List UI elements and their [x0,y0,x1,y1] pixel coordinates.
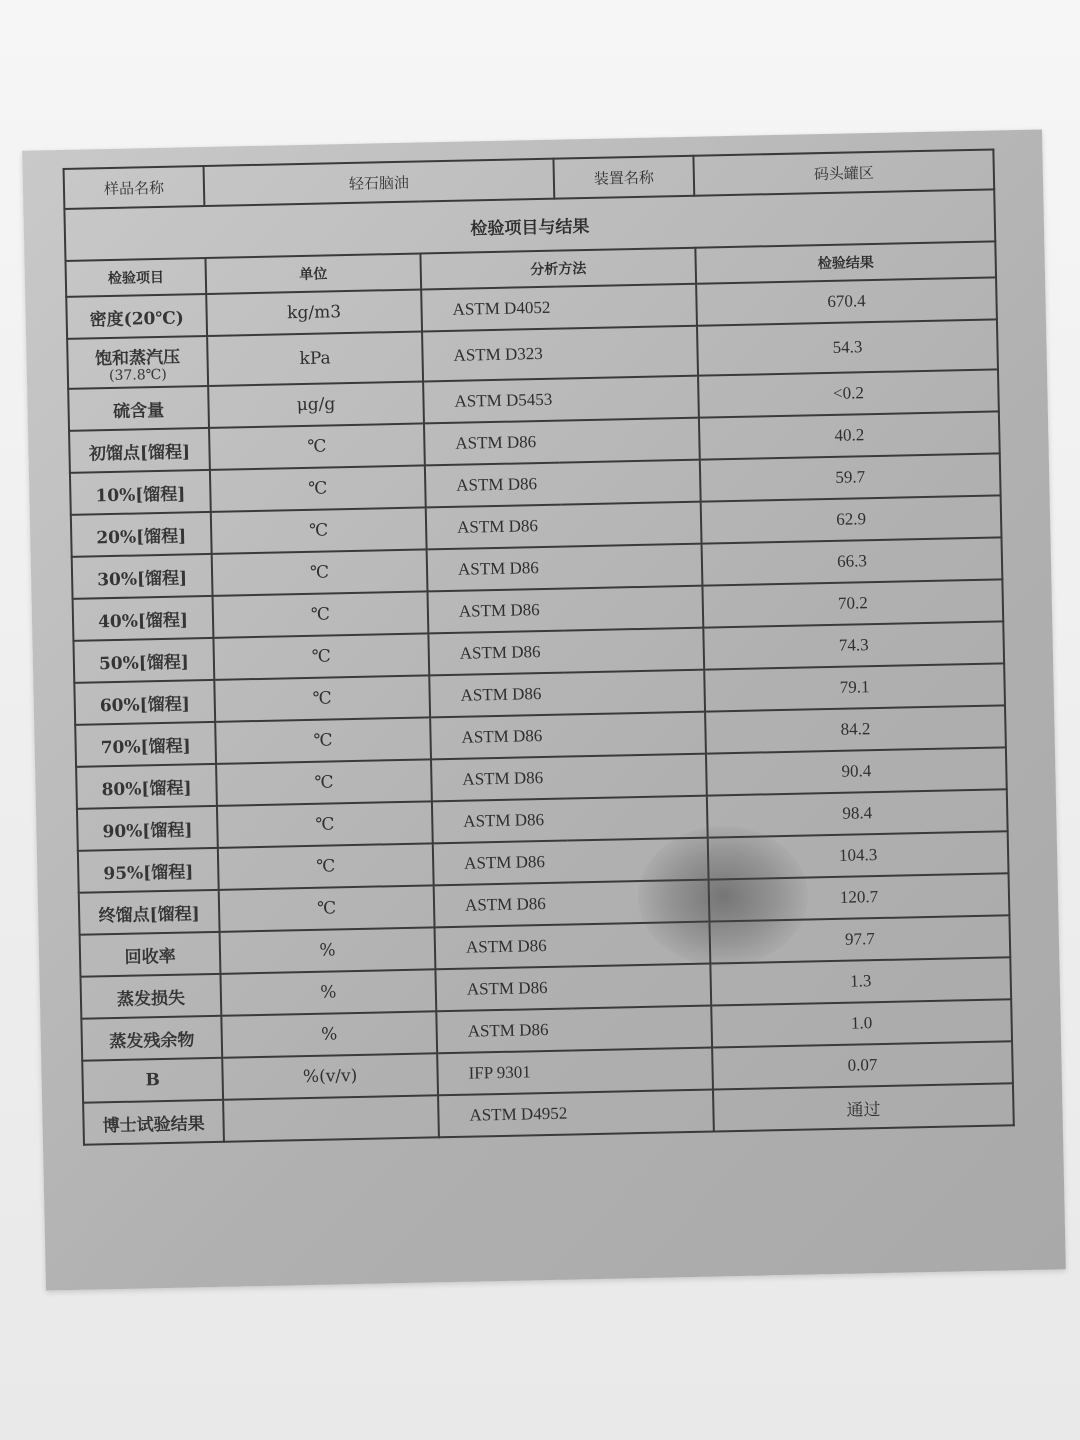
method-cell: ASTM D86 [427,544,703,592]
method-cell: ASTM D86 [431,754,707,802]
unit-cell [223,1095,439,1141]
sample-name-label: 样品名称 [64,166,205,209]
test-item-name: 回收率 [124,946,176,968]
method-cell: ASTM D86 [425,460,701,508]
method-cell: ASTM D86 [426,502,702,550]
result-cell: 1.3 [710,957,1011,1005]
test-item-name: 10%[馏程] [95,483,186,506]
test-item-cell [67,336,208,389]
method-cell: ASTM D86 [433,838,709,886]
unit-cell: kg/m3 [206,289,422,335]
result-cell: 84.2 [705,705,1006,753]
result-cell: 40.2 [699,411,1000,459]
method-cell: ASTM D323 [422,326,698,382]
unit-cell: ℃ [211,507,427,553]
result-cell: 98.4 [707,789,1008,837]
test-item-name: 初馏点[馏程] [88,441,191,464]
unit-cell: ℃ [210,465,426,511]
test-item-cell [66,294,207,339]
test-item-name: 60%[馏程] [99,693,190,716]
unit-cell: ℃ [217,801,433,847]
device-name-label: 装置名称 [553,156,694,199]
test-item-cell [82,1058,223,1103]
test-item-name: 终馏点[馏程] [98,903,200,926]
unit-cell: ℃ [214,675,430,721]
test-item-cell [81,1016,222,1061]
test-item-name: 蒸发残余物 [109,1029,195,1052]
unit-cell: % [220,927,436,973]
unit-cell: ℃ [209,423,425,469]
report-sheet [22,129,1066,1290]
test-item-name: 50%[馏程] [98,651,190,674]
result-cell: 70.2 [702,579,1003,627]
method-cell: IFP 9301 [437,1048,713,1096]
result-cell: 1.0 [711,999,1012,1047]
method-cell: ASTM D4952 [438,1090,714,1138]
result-cell: <0.2 [698,369,999,417]
method-cell: ASTM D86 [428,628,704,676]
test-item-name: 80%[馏程] [101,777,192,800]
column-header-unit: 单位 [205,253,421,293]
device-name-value: 码头罐区 [693,149,994,195]
test-item-cell [77,806,218,851]
result-cell: 62.9 [701,495,1002,543]
test-item-cell [71,512,212,557]
unit-cell: ℃ [219,885,435,931]
inspection-table [63,148,1015,1145]
test-item-cell [80,932,221,977]
result-cell: 0.07 [712,1041,1013,1089]
result-cell: 90.4 [706,747,1007,795]
result-cell: 54.3 [697,319,998,375]
test-item-cell [69,428,210,473]
test-item-name: B [145,1070,161,1091]
table-body [66,277,1014,1144]
test-item-cell [75,722,216,767]
unit-cell: kPa [207,331,423,385]
test-item-cell [72,554,213,599]
result-cell: 59.7 [700,453,1001,501]
test-item-cell [73,638,214,683]
result-cell: 120.7 [709,873,1010,921]
column-header-method: 分析方法 [420,248,696,290]
test-item-name: 饱和蒸汽压 [94,347,181,369]
method-cell: ASTM D4052 [421,284,697,332]
unit-cell: ℃ [215,717,431,763]
method-cell: ASTM D86 [436,1006,712,1054]
column-header-item: 检验项目 [65,258,206,297]
test-item-name: 30%[馏程] [97,567,188,590]
result-cell: 66.3 [702,537,1003,585]
unit-cell: ℃ [216,759,432,805]
column-header-result: 检验结果 [695,241,996,283]
method-cell: ASTM D86 [435,964,711,1012]
method-cell: ASTM D86 [429,670,705,718]
section-title: 检验项目与结果 [64,189,995,260]
test-item-cell [73,596,214,641]
result-cell: 104.3 [708,831,1009,879]
unit-cell: ℃ [212,549,428,595]
test-item-cell [70,470,211,515]
test-item-cell [83,1100,224,1145]
test-item-condition: (37.8℃) [108,366,167,384]
method-cell: ASTM D5453 [423,376,699,424]
result-cell: 97.7 [709,915,1010,963]
test-item-name: 70%[馏程] [100,735,191,758]
unit-cell: ℃ [218,843,434,889]
sample-name-value: 轻石脑油 [204,159,555,206]
method-cell: ASTM D86 [427,586,703,634]
method-cell: ASTM D86 [434,880,710,928]
method-cell: ASTM D86 [430,712,706,760]
test-item-name: 20%[馏程] [96,525,187,548]
method-cell: ASTM D86 [435,922,711,970]
test-item-cell [76,764,217,809]
test-item-name: 90%[馏程] [102,819,193,842]
result-cell: 通过 [713,1083,1014,1131]
test-item-name: 密度(20℃) [89,307,184,330]
test-item-cell [79,890,220,935]
unit-cell: μg/g [208,381,424,427]
test-item-name: 硫含量 [112,400,165,422]
unit-cell: ℃ [213,591,429,637]
test-item-cell [80,974,221,1019]
method-cell: ASTM D86 [432,796,708,844]
result-cell: 670.4 [696,277,997,325]
unit-cell: % [220,969,436,1015]
test-item-cell [78,848,219,893]
test-item-cell [74,680,215,725]
unit-cell: % [221,1011,437,1057]
method-cell: ASTM D86 [424,418,700,466]
test-item-name: 蒸发损失 [116,988,186,1010]
unit-cell: ℃ [213,633,429,679]
result-cell: 74.3 [703,621,1004,669]
result-cell: 79.1 [704,663,1005,711]
unit-cell: %(v/v) [222,1053,438,1099]
test-item-name: 40%[馏程] [97,609,189,632]
test-item-name: 博士试验结果 [102,1113,205,1136]
test-item-name: 95%[馏程] [103,861,194,884]
test-item-cell [68,386,209,431]
